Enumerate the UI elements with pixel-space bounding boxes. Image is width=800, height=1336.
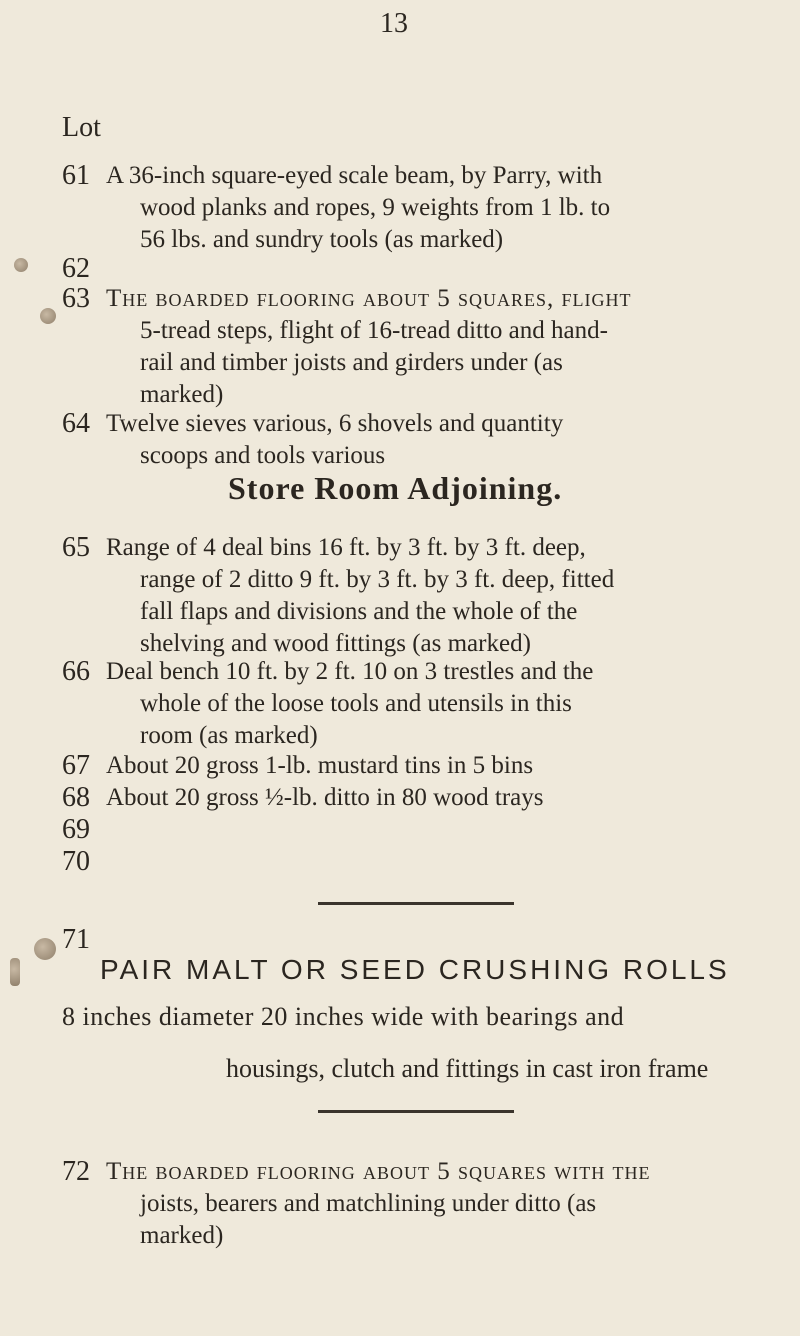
- margin-mark: [40, 308, 56, 324]
- description-line: room (as marked): [140, 722, 318, 749]
- lot-number: 67: [62, 750, 90, 781]
- description-line: scoops and tools various: [140, 442, 386, 469]
- lot-description: [106, 408, 770, 472]
- description-line: About 20 gross 1-lb. mustard tins in 5 bins: [106, 752, 534, 779]
- description-line: Deal bench 10 ft. by 2 ft. 10 on 3 trestles and the: [106, 658, 594, 685]
- description-line: marked): [140, 1222, 224, 1249]
- lot-number: 72: [62, 1156, 90, 1187]
- lot-number: 63: [62, 283, 90, 314]
- lot-number: 61: [62, 160, 90, 191]
- description-line: A 36-inch square-eyed scale beam, by Parry, with: [106, 162, 603, 189]
- description-line: whole of the loose tools and utensils in this: [140, 690, 572, 717]
- lot-number: 71: [62, 924, 90, 955]
- description-line: shelving and wood fittings (as marked): [140, 630, 531, 657]
- lot-number: 70: [62, 846, 90, 877]
- lot-description: [106, 283, 770, 411]
- lot-number: 64: [62, 408, 90, 439]
- page-number: 13: [380, 8, 408, 39]
- lot-description: [106, 532, 770, 660]
- section-heading: Store Room Adjoining.: [228, 470, 563, 506]
- lot-description: [106, 1156, 770, 1252]
- lot-number: 66: [62, 656, 90, 687]
- divider-rule: [318, 902, 514, 905]
- description-line: Range of 4 deal bins 16 ft. by 3 ft. by 3 ft. deep,: [106, 534, 586, 561]
- description-line: The boarded flooring about 5 squares with the: [106, 1158, 651, 1185]
- description-line: Twelve sieves various, 6 shovels and quantity: [106, 410, 564, 437]
- description-line: About 20 gross ½-lb. ditto in 80 wood trays: [106, 784, 544, 811]
- lot-number: 65: [62, 532, 90, 563]
- description-line: rail and timber joists and girders under (as: [140, 349, 563, 376]
- lot-description: [106, 750, 770, 782]
- lot-number: 68: [62, 782, 90, 813]
- divider-rule: [318, 1110, 514, 1113]
- description-line: 5-tread steps, flight of 16-tread ditto and hand-: [140, 317, 608, 344]
- description-line: joists, bearers and matchlining under ditto (as: [140, 1190, 597, 1217]
- margin-mark: [14, 258, 28, 272]
- lot-description: [106, 782, 770, 814]
- lot-number: 62: [62, 253, 90, 284]
- lot-71-title: PAIR MALT OR SEED CRUSHING ROLLS: [100, 954, 730, 985]
- description-line: range of 2 ditto 9 ft. by 3 ft. by 3 ft. deep, fitted: [140, 566, 615, 593]
- description-line: fall flaps and divisions and the whole of the: [140, 598, 578, 625]
- margin-mark: [34, 938, 56, 960]
- margin-mark: [10, 958, 20, 986]
- description-line: wood planks and ropes, 9 weights from 1 lb. to: [140, 194, 611, 221]
- lot-description: [106, 160, 770, 256]
- lot-71-line: housings, clutch and fittings in cast iron frame: [226, 1054, 709, 1083]
- lot-number: 69: [62, 814, 90, 845]
- lot-column-header: Lot: [62, 112, 101, 143]
- description-line: 56 lbs. and sundry tools (as marked): [140, 226, 504, 253]
- lot-description: [106, 656, 770, 752]
- description-line: marked): [140, 381, 224, 408]
- lot-71-line: 8 inches diameter 20 inches wide with bearings and: [62, 1002, 625, 1031]
- description-line: The boarded flooring about 5 squares, flight: [106, 285, 632, 312]
